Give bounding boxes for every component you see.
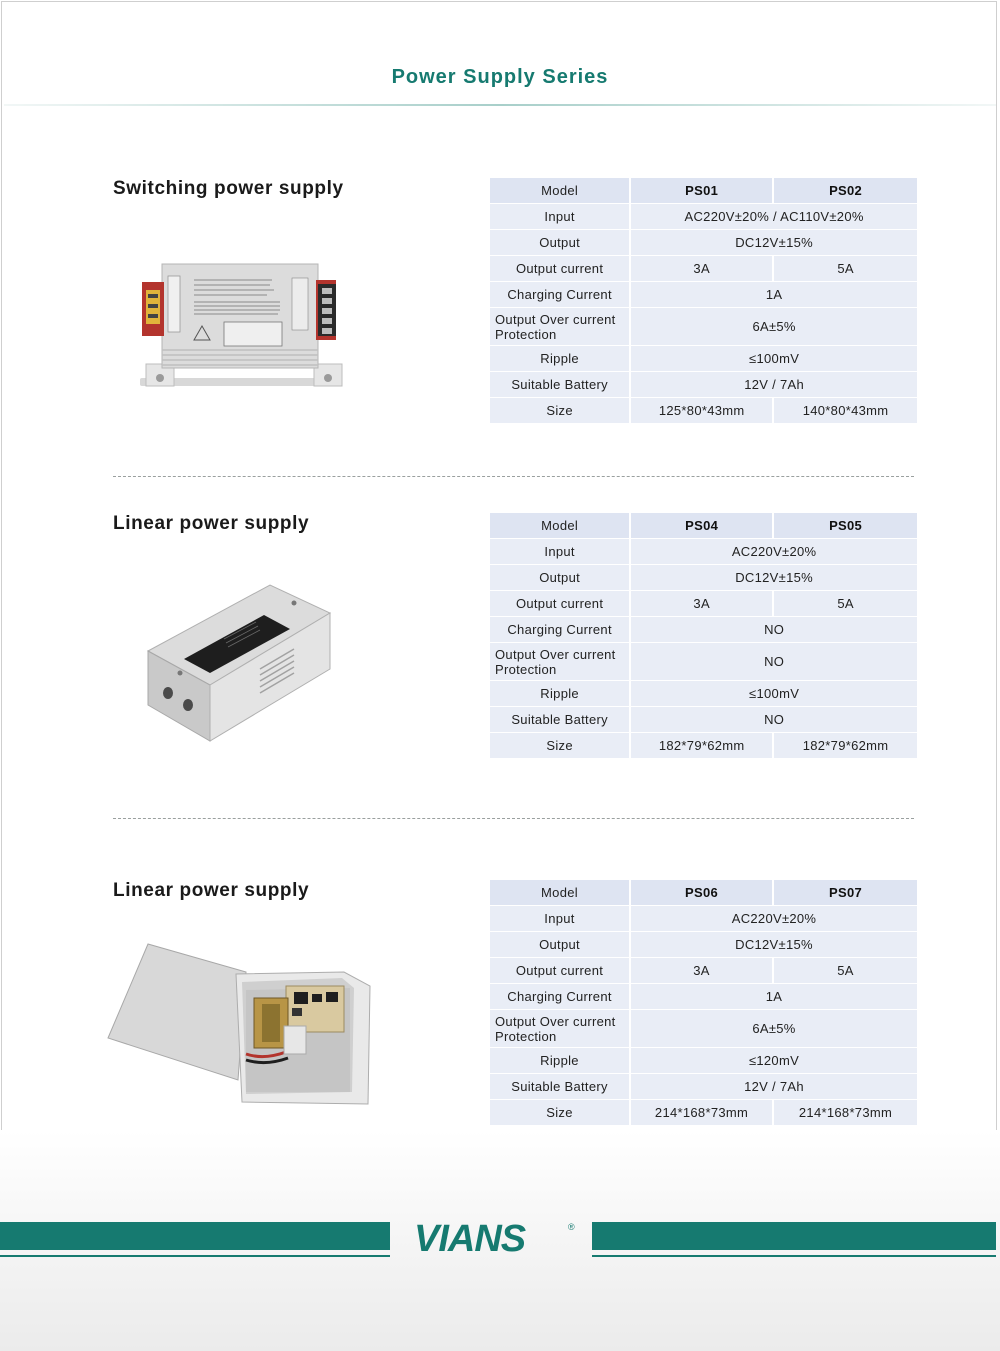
spec-value: 182*79*62mm <box>631 733 774 759</box>
table-row <box>490 617 917 643</box>
spec-value: 3A <box>631 958 774 984</box>
model-name: PS07 <box>774 880 917 906</box>
spec-label: Output current <box>490 591 631 617</box>
table-row <box>490 178 917 204</box>
table-row <box>490 733 917 759</box>
spec-label: Output <box>490 565 631 591</box>
svg-text:®: ® <box>568 1222 575 1232</box>
spec-label: Ripple <box>490 681 631 707</box>
table-row <box>490 984 917 1010</box>
linear-power-supply-image <box>144 579 334 745</box>
table-row <box>490 346 917 372</box>
table-row <box>490 932 917 958</box>
table-row <box>490 906 917 932</box>
model-label: Model <box>490 513 631 539</box>
footer-band-right <box>592 1222 996 1250</box>
spec-value: 214*168*73mm <box>631 1100 774 1126</box>
model-label: Model <box>490 880 631 906</box>
spec-label: Size <box>490 1100 631 1126</box>
spec-label: Ripple <box>490 346 631 372</box>
spec-label: Suitable Battery <box>490 1074 631 1100</box>
spec-value: AC220V±20% / AC110V±20% <box>631 204 917 230</box>
table-row <box>490 230 917 256</box>
spec-label: Output current <box>490 256 631 282</box>
spec-label: Suitable Battery <box>490 707 631 733</box>
spec-label: Size <box>490 733 631 759</box>
table-row <box>490 372 917 398</box>
spec-value: 140*80*43mm <box>774 398 917 424</box>
spec-value: 125*80*43mm <box>631 398 774 424</box>
spec-label: Output <box>490 230 631 256</box>
table-row <box>490 707 917 733</box>
section-title: Linear power supply <box>113 513 310 534</box>
table-row <box>490 1010 917 1048</box>
model-name: PS01 <box>631 178 774 204</box>
table-row <box>490 1074 917 1100</box>
spec-value: 5A <box>774 958 917 984</box>
table-row <box>490 565 917 591</box>
page-title: Power Supply Series <box>391 66 609 88</box>
spec-label: Charging Current <box>490 617 631 643</box>
spec-value: AC220V±20% <box>631 539 917 565</box>
table-row <box>490 1048 917 1074</box>
spec-value: 3A <box>631 591 774 617</box>
footer-band-left <box>0 1222 390 1250</box>
spec-label: Suitable Battery <box>490 372 631 398</box>
spec-value: 182*79*62mm <box>774 733 917 759</box>
spec-value: 12V / 7Ah <box>631 372 917 398</box>
spec-value: DC12V±15% <box>631 230 917 256</box>
spec-label: Input <box>490 539 631 565</box>
section-title: Switching power supply <box>113 178 344 199</box>
table-row <box>490 958 917 984</box>
title-divider <box>4 104 996 106</box>
table-row <box>490 1100 917 1126</box>
model-name: PS04 <box>631 513 774 539</box>
table-row <box>490 513 917 539</box>
model-label: Model <box>490 178 631 204</box>
section-divider <box>113 476 914 477</box>
table-row <box>490 256 917 282</box>
spec-label: Input <box>490 204 631 230</box>
spec-value: 214*168*73mm <box>774 1100 917 1126</box>
spec-value: 3A <box>631 256 774 282</box>
table-row <box>490 204 917 230</box>
spec-label: Output Over current Protection <box>490 1010 631 1048</box>
spec-table <box>490 513 917 759</box>
spec-label: Output Over current Protection <box>490 308 631 346</box>
spec-value: DC12V±15% <box>631 932 917 958</box>
table-row <box>490 539 917 565</box>
spec-value: ≤100mV <box>631 346 917 372</box>
model-name: PS06 <box>631 880 774 906</box>
footer-line-left <box>0 1255 390 1257</box>
spec-label: Size <box>490 398 631 424</box>
footer-line-right <box>592 1255 996 1257</box>
spec-value: 12V / 7Ah <box>631 1074 917 1100</box>
spec-value: 1A <box>631 984 917 1010</box>
spec-value: NO <box>631 643 917 681</box>
model-name: PS05 <box>774 513 917 539</box>
spec-label: Output <box>490 932 631 958</box>
spec-value: 5A <box>774 591 917 617</box>
spec-value: 1A <box>631 282 917 308</box>
spec-label: Charging Current <box>490 984 631 1010</box>
table-row <box>490 643 917 681</box>
spec-value: ≤120mV <box>631 1048 917 1074</box>
svg-text:VIANS: VIANS <box>414 1218 526 1260</box>
section-title: Linear power supply <box>113 880 310 901</box>
spec-value: AC220V±20% <box>631 906 917 932</box>
spec-value: DC12V±15% <box>631 565 917 591</box>
switching-power-supply-image <box>132 262 350 392</box>
spec-label: Input <box>490 906 631 932</box>
table-row <box>490 880 917 906</box>
spec-label: Output Over current Protection <box>490 643 631 681</box>
spec-value: ≤100mV <box>631 681 917 707</box>
vians-logo <box>398 1212 594 1262</box>
spec-value: NO <box>631 617 917 643</box>
spec-value: 6A±5% <box>631 1010 917 1048</box>
table-row <box>490 282 917 308</box>
section-divider <box>113 818 914 819</box>
spec-label: Output current <box>490 958 631 984</box>
spec-label: Ripple <box>490 1048 631 1074</box>
table-row <box>490 398 917 424</box>
spec-table <box>490 178 917 424</box>
boxed-power-supply-image <box>106 942 372 1106</box>
spec-label: Charging Current <box>490 282 631 308</box>
table-row <box>490 591 917 617</box>
model-name: PS02 <box>774 178 917 204</box>
spec-value: NO <box>631 707 917 733</box>
spec-value: 5A <box>774 256 917 282</box>
table-row <box>490 681 917 707</box>
spec-table <box>490 880 917 1126</box>
spec-value: 6A±5% <box>631 308 917 346</box>
table-row <box>490 308 917 346</box>
